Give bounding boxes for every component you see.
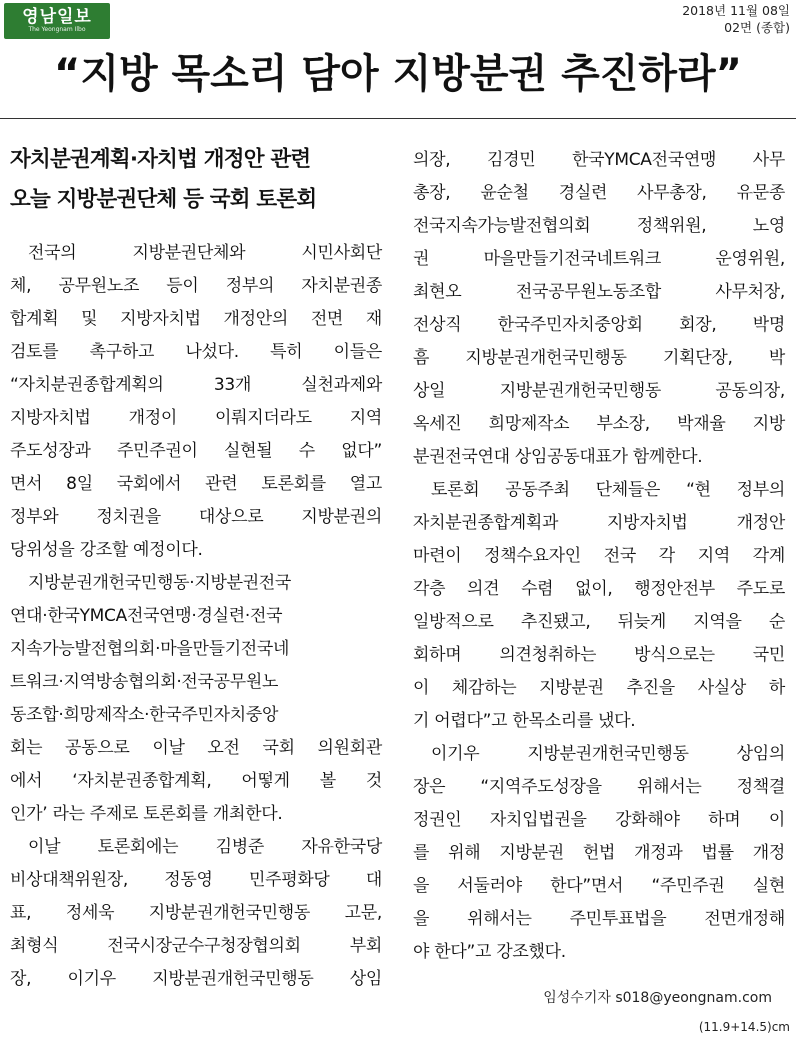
- text-line: 정권인 자치입법권을 강화해야 하며 이: [413, 810, 785, 830]
- text-line: 총장, 윤순철 경실련 사무총장, 유문종: [413, 183, 785, 203]
- text-line: 을 서둘러야 한다”면서 “주민주권 실현: [413, 876, 785, 896]
- text-line: 에서 ‘자치분권종합계획, 어떻게 볼 것: [10, 771, 382, 791]
- text-line: 권 마을만들기전국네트워크 운영위원,: [413, 249, 785, 269]
- text-line: 마련이 정책수요자인 전국 각 지역 각계: [413, 546, 785, 566]
- text-line: 트워크·지역방송협의회·전국공무원노: [10, 672, 279, 692]
- text-line: 최형식 전국시장군수구청장협의회 부회: [10, 936, 382, 956]
- text-line: 상일 지방분권개헌국민행동 공동의장,: [413, 381, 785, 401]
- text-line: 전국의 지방분권단체와 시민사회단: [28, 243, 382, 263]
- subheadline: [10, 140, 382, 220]
- text-line: 흠 지방분권개헌국민행동 기획단장, 박: [413, 348, 785, 368]
- text-line: 표, 정세욱 지방분권개헌국민행동 고문,: [10, 903, 382, 923]
- issue-meta: [682, 2, 790, 36]
- text-line: 지방자치법 개정이 이뤄지더라도 지역: [10, 408, 382, 428]
- text-line: 전상직 한국주민자치중앙회 회장, 박명: [413, 315, 785, 335]
- article-size-note: (11.9+14.5)cm: [698, 1020, 790, 1034]
- text-line: 최현오 전국공무원노동조합 사무처장,: [413, 282, 785, 302]
- text-line: 옥세진 희망제작소 부소장, 박재율 지방: [413, 414, 785, 434]
- subheadline-line-1: 자치분권계획·자치법 개정안 관련: [10, 147, 311, 172]
- text-line: 지속가능발전협의회·마을만들기전국네: [10, 639, 290, 659]
- text-line: 장은 “지역주도성장을 위해서는 정책결: [413, 777, 785, 797]
- text-line: 일방적으로 추진됐고, 뒤늦게 지역을 순: [413, 612, 785, 632]
- text-line: 기 어렵다”고 한목소리를 냈다.: [413, 711, 636, 731]
- text-line: 전국지속가능발전협의회 정책위원, 노영: [413, 216, 785, 236]
- article-column-right: [413, 144, 785, 969]
- text-line: 각층 의견 수렴 없이, 행정안전부 주도로: [413, 579, 785, 599]
- text-line: 비상대책위원장, 정동영 민주평화당 대: [10, 870, 382, 890]
- text-line: 인가’ 라는 주제로 토론회를 개최한다.: [10, 804, 283, 824]
- text-line: 동조합·희망제작소·한국주민자치중앙: [10, 705, 279, 725]
- text-line: 장, 이기우 지방분권개헌국민행동 상임: [10, 969, 382, 989]
- text-line: 주도성장과 주민주권이 실현될 수 없다”: [10, 441, 382, 461]
- text-line: 를 위해 지방분권 헌법 개정과 법률 개정: [413, 843, 785, 863]
- text-line: 이 체감하는 지방분권 추진을 사실상 하: [413, 678, 785, 698]
- text-line: 을 위해서는 주민투표법을 전면개정해: [413, 909, 785, 929]
- text-line: 체, 공무원노조 등이 정부의 자치분권종: [10, 276, 382, 296]
- article-column-left: [10, 237, 382, 996]
- headline: “지방 목소리 담아 지방분권 추진하라”: [54, 51, 742, 97]
- text-line: 연대·한국YMCA전국연맹·경실련·전국: [10, 606, 283, 626]
- text-line: 정부와 정치권을 대상으로 지방분권의: [10, 507, 382, 527]
- text-line: 자치분권종합계획과 지방자치법 개정안: [413, 513, 785, 533]
- subheadline-line-2: 오늘 지방분권단체 등 국회 토론회: [10, 187, 317, 212]
- text-line: 면서 8일 국회에서 관련 토론회를 열고: [10, 474, 382, 494]
- text-line: “자치분권종합계획의 33개 실천과제와: [10, 375, 382, 395]
- text-line: 야 한다”고 강조했다.: [413, 942, 566, 962]
- logo-subtitle: The Yeongnam Ilbo: [28, 26, 86, 33]
- issue-section: 02면 (종합): [724, 20, 790, 35]
- text-line: 지방분권개헌국민행동·지방분권전국: [28, 573, 292, 593]
- text-line: 회는 공동으로 이날 오전 국회 의원회관: [10, 738, 382, 758]
- text-line: 검토를 촉구하고 나섰다. 특히 이들은: [10, 342, 382, 362]
- text-line: 회하며 의견청취하는 방식으로는 국민: [413, 645, 785, 665]
- text-line: 분권전국연대 상임공동대표가 함께한다.: [413, 447, 703, 467]
- text-line: 이날 토론회에는 김병준 자유한국당: [28, 837, 382, 857]
- issue-date: 2018년 11월 08일: [682, 3, 790, 18]
- logo-title: 영남일보: [22, 7, 92, 27]
- text-line: 의장, 김경민 한국YMCA전국연맹 사무: [413, 150, 785, 170]
- text-line: 토론회 공동주최 단체들은 “현 정부의: [431, 480, 785, 500]
- byline: 임성수기자 s018@yeongnam.com: [543, 990, 772, 1006]
- headline-rule: [0, 118, 796, 119]
- text-line: 합계획 및 지방자치법 개정안의 전면 재: [10, 309, 382, 329]
- newspaper-logo: [4, 3, 110, 39]
- text-line: 당위성을 강조할 예정이다.: [10, 540, 203, 560]
- text-line: 이기우 지방분권개헌국민행동 상임의: [431, 744, 785, 764]
